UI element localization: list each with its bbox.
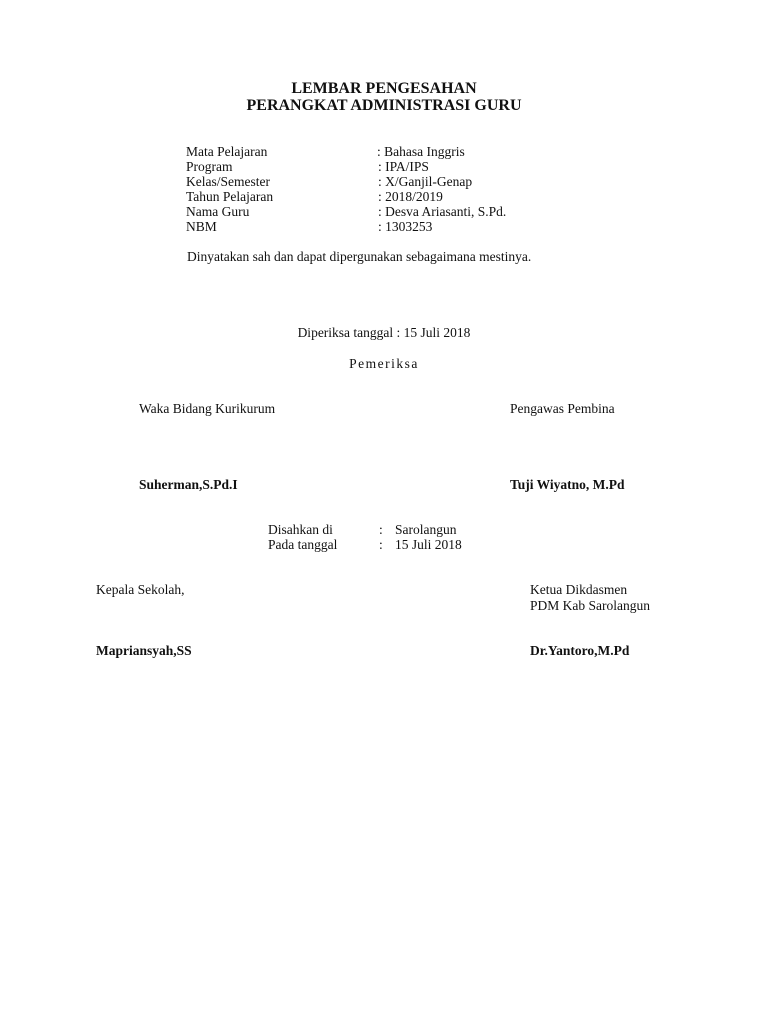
info-row	[186, 159, 606, 174]
info-label: Kelas/Semester	[186, 174, 270, 189]
checked-date: Diperiksa tanggal : 15 Juli 2018	[297, 325, 471, 340]
examiner-right-name: Tuji Wiyatno, M.Pd	[510, 477, 625, 492]
ratification-place-value: Sarolangun	[395, 522, 457, 537]
examiner-heading: Pemeriksa	[349, 356, 419, 371]
examiner-left-name: Suherman,S.Pd.I	[139, 477, 238, 492]
info-label: Tahun Pelajaran	[186, 189, 274, 204]
ratification-place-label: Disahkan di	[268, 522, 333, 537]
ratification-date-label: Pada tanggal	[268, 537, 338, 552]
info-row	[186, 189, 606, 204]
info-row	[186, 144, 606, 159]
info-value: : 1303253	[378, 219, 433, 234]
examiner-left-role: Waka Bidang Kurikurum	[139, 401, 276, 416]
document-title: LEMBAR PENGESAHAN	[291, 80, 477, 97]
info-value: : X/Ganjil-Genap	[378, 174, 473, 189]
ratification-date-colon: :	[379, 537, 383, 552]
info-label: Program	[186, 159, 233, 174]
approver-right-role-org: PDM Kab Sarolangun	[530, 598, 650, 613]
examiner-right-role: Pengawas Pembina	[510, 401, 615, 416]
validity-statement: Dinyatakan sah dan dapat dipergunakan sebagaimana mestinya.	[187, 249, 532, 264]
ratification-place-colon: :	[379, 522, 383, 537]
ratification-date-value: 15 Juli 2018	[395, 537, 462, 552]
approver-right-name: Dr.Yantoro,M.Pd	[530, 643, 630, 658]
approver-left-name: Mapriansyah,SS	[96, 643, 192, 658]
info-row	[186, 174, 606, 189]
info-row	[186, 204, 606, 219]
approver-left-role: Kepala Sekolah,	[96, 582, 185, 597]
info-value: : IPA/IPS	[378, 159, 429, 174]
info-label: Nama Guru	[186, 204, 250, 219]
info-value: : Desva Ariasanti, S.Pd.	[378, 204, 507, 219]
info-label: NBM	[186, 219, 217, 234]
approver-right-role: Ketua Dikdasmen	[530, 582, 628, 597]
info-row	[186, 219, 606, 234]
document-subtitle: PERANGKAT ADMINISTRASI GURU	[246, 97, 522, 114]
info-label: Mata Pelajaran	[186, 144, 268, 159]
info-value: : Bahasa Inggris	[377, 144, 465, 159]
info-value: : 2018/2019	[378, 189, 443, 204]
